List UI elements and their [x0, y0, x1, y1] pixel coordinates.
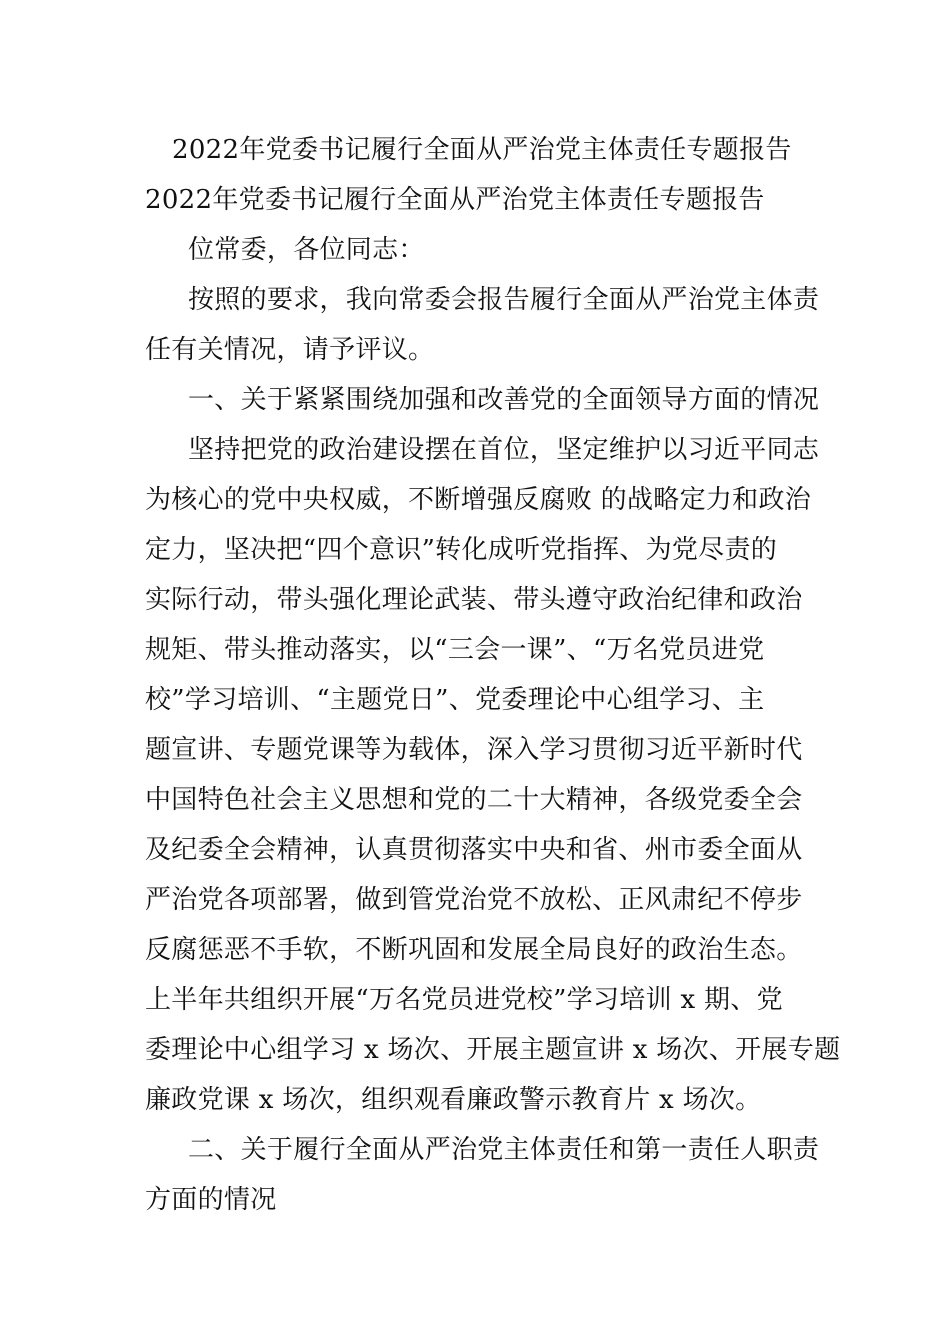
section-1-body-line: 坚持把党的政治建设摆在首位，坚定维护以习近平同志: [188, 435, 820, 465]
section-1-body-line: 委理论中心组学习 x 场次、开展主题宣讲 x 场次、开展专题: [145, 1035, 841, 1065]
section-1-body-line: 题宣讲、专题党课等为载体，深入学习贯彻习近平新时代: [145, 735, 803, 765]
section-1-body-line: 规矩、带头推动落实，以“三会一课”、“万名党员进党: [145, 635, 765, 665]
section-2-heading: 二、关于履行全面从严治党主体责任和第一责任人职责: [188, 1135, 820, 1165]
section-1-body-line: 中国特色社会主义思想和党的二十大精神，各级党委全会: [145, 785, 803, 815]
section-1-body-line: 反腐惩恶不手软，不断巩固和发展全局良好的政治生态。: [145, 935, 803, 965]
section-1-body-line: 为核心的党中央权威，不断增强反腐败 的战略定力和政治: [145, 485, 812, 515]
section-1-body-line: 校”学习培训、“主题党日”、党委理论中心组学习、主: [145, 685, 765, 715]
section-1-body-line: 上半年共组织开展“万名党员进党校”学习培训 x 期、党: [145, 985, 783, 1015]
section-1-body-line: 定力，坚决把“四个意识”转化成听党指挥、为党尽责的: [145, 535, 778, 565]
section-1-body-line: 及纪委全会精神，认真贯彻落实中央和省、州市委全面从: [145, 835, 803, 865]
section-1-body-line: 廉政党课 x 场次，组织观看廉政警示教育片 x 场次。: [145, 1085, 762, 1115]
section-1-heading: 一、关于紧紧围绕加强和改善党的全面领导方面的情况: [188, 385, 820, 415]
salutation: 位常委，各位同志：: [188, 235, 425, 265]
document-title-line-2: 2022年党委书记履行全面从严治党主体责任专题报告: [145, 185, 765, 215]
intro-line: 任有关情况，请予评议。: [145, 335, 435, 365]
intro-line: 按照的要求，我向常委会报告履行全面从严治党主体责: [188, 285, 820, 315]
section-1-body-line: 实际行动，带头强化理论武装、带头遵守政治纪律和政治: [145, 585, 803, 615]
document-title-line-1: 2022年党委书记履行全面从严治党主体责任专题报告: [172, 135, 792, 165]
section-1-body-line: 严治党各项部署，做到管党治党不放松、正风肃纪不停步: [145, 885, 803, 915]
section-2-heading: 方面的情况: [145, 1185, 277, 1215]
